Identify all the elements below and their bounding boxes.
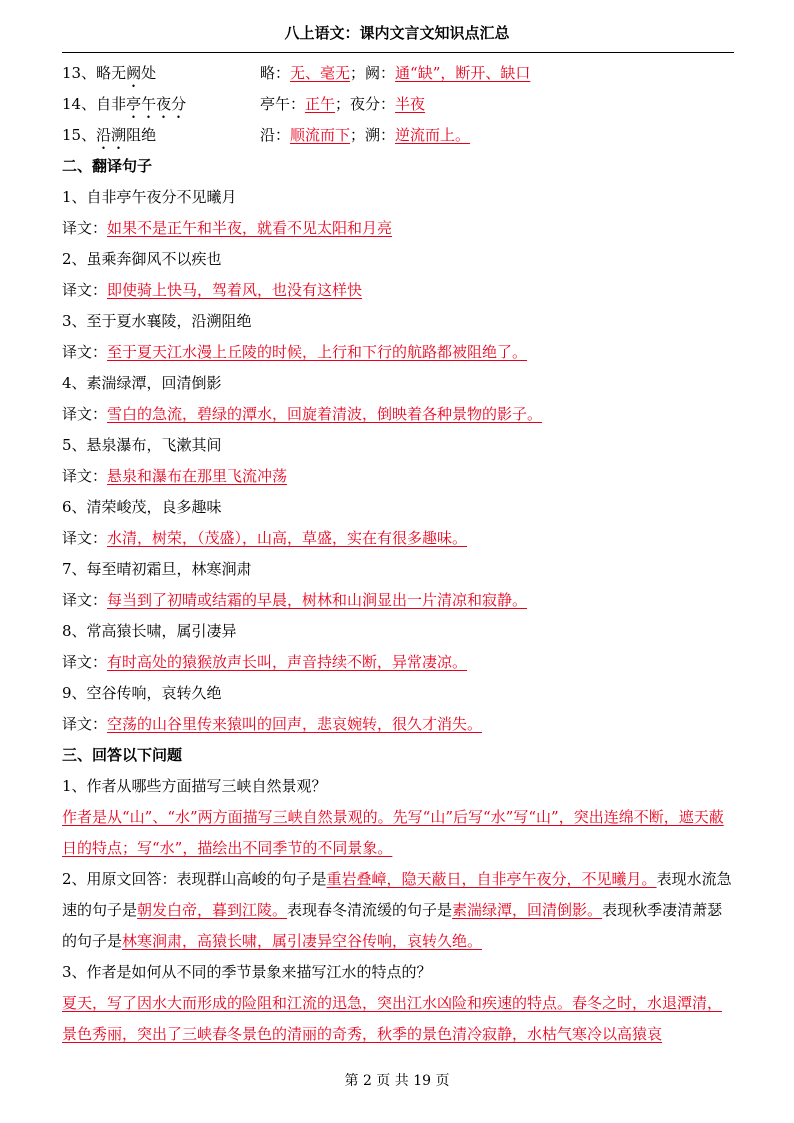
translation-question: 5、悬泉瀑布，飞漱其间: [62, 436, 222, 454]
translation-answer: 译文：空荡的山谷里传来猿叫的回声，悲哀婉转，很久才消失。: [62, 715, 483, 733]
header-divider: [62, 52, 734, 53]
translation-question: 2、虽乘奔御风不以疾也: [62, 250, 222, 268]
translation-question: 1、自非亭午夜分不见曦月: [62, 188, 237, 206]
translation-question: 7、每至晴初霜旦，林寒涧肃: [62, 560, 252, 578]
vocab-explanation: 略：无、毫无；阙：通“缺”，断开、缺口: [260, 64, 531, 82]
translation-answer: 译文：悬泉和瀑布在那里飞流冲荡: [62, 467, 288, 485]
vocab-row: [62, 89, 734, 120]
page-footer-number: 第 2 页 共 19 页: [344, 1073, 450, 1089]
vocab-term: 13、略无阙处: [62, 64, 157, 82]
vocab-explanation: 沿：顺流而下；溯：逆流而上。: [260, 126, 471, 144]
vocab-explanation: 亭午：正午；夜分：半夜: [260, 95, 426, 113]
translation-answer: 译文：每当到了初晴或结霜的早晨，树林和山涧显出一片清凉和寂静。: [62, 591, 528, 609]
document-body: [62, 58, 734, 1050]
question-3: 3、作者是如何从不同的季节景象来描写江水的特点的？: [62, 963, 432, 981]
translation-answer: 译文：水清，树荣，（茂盛），山高，草盛，实在有很多趣味。: [62, 529, 468, 547]
section-heading-questions: 三、回答以下问题: [62, 746, 183, 764]
page-header-title: 八上语文：课内文言文知识点汇总: [284, 24, 510, 42]
translation-question: 3、至于夏水襄陵，沿溯阻绝: [62, 312, 252, 330]
question-1: 1、作者从哪些方面描写三峡自然景观？: [62, 777, 327, 795]
translation-question: 6、清荣峻茂，良多趣味: [62, 498, 222, 516]
answer-3: 夏天，写了因水大而形成的险阻和江流的迅急，突出江水凶险和疾速的特点。春冬之时，水退潭清，景色秀丽，突出了三峡春冬景色的清丽的奇秀，秋季的景色清冷寂静，水枯气寒冷以高猿哀: [62, 994, 723, 1043]
vocab-row: [62, 58, 734, 89]
translation-answer: 译文：如果不是正午和半夜，就看不见太阳和月亮: [62, 219, 393, 237]
translation-answer: 译文：雪白的急流，碧绿的潭水，回旋着清波，倒映着各种景物的影子。: [62, 405, 543, 423]
vocab-term: 14、自非亭午夜分: [62, 95, 187, 113]
question-2: 2、用原文回答：表现群山高峻的句子是重岩叠嶂，隐天蔽日，自非亭午夜分，不见曦月。表现水流急速的句子是朝发白帝，暮到江陵。表现春冬清流缓的句子是素湍绿潭，回清倒影。表现秋季凄清萧瑟的句子是林寒涧肃，高猿长啸，属引凄异空谷传响，哀转久绝。: [62, 870, 732, 950]
translation-answer: 译文：即使骑上快马，驾着风，也没有这样快: [62, 281, 363, 299]
answer-1: 作者是从“山”、“水”两方面描写三峡自然景观的。先写“山”后写“水”写“山”，突出连绵不断，遮天蔽日的特点；写“水”，描绘出不同季节的不同景象。: [62, 808, 724, 857]
vocab-row: [62, 120, 734, 151]
translation-question: 4、素湍绿潭，回清倒影: [62, 374, 222, 392]
translation-question: 8、常高猿长啸，属引凄异: [62, 622, 237, 640]
section-heading-translation: 二、翻译句子: [62, 157, 153, 175]
translation-answer: 译文：有时高处的猿猴放声长叫，声音持续不断，异常凄凉。: [62, 653, 468, 671]
translation-question: 9、空谷传响，哀转久绝: [62, 684, 222, 702]
vocab-term: 15、沿溯阻绝: [62, 126, 157, 144]
translation-answer: 译文：至于夏天江水漫上丘陵的时候，上行和下行的航路都被阻绝了。: [62, 343, 528, 361]
